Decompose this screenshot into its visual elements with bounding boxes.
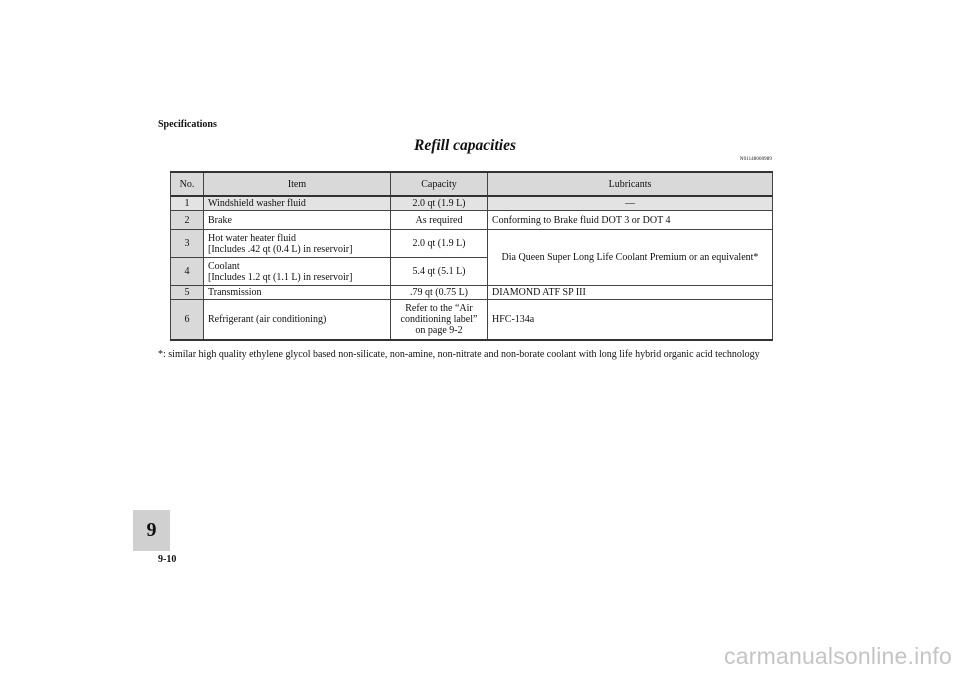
item-cell: Windshield washer fluid bbox=[204, 196, 391, 211]
capacity-cell: 2.0 qt (1.9 L) bbox=[391, 230, 488, 258]
capacity-cell: .79 qt (0.75 L) bbox=[391, 286, 488, 300]
table-row bbox=[171, 211, 773, 230]
capacity-cell: 5.4 qt (5.1 L) bbox=[391, 258, 488, 286]
item-cell bbox=[204, 230, 391, 258]
lubricant-cell: DIAMOND ATF SP III bbox=[488, 286, 773, 300]
footnote: *: similar high quality ethylene glycol based non-silicate, non-amine, non-nitrate and non-borate coolant with long life hybrid organic acid technology bbox=[158, 349, 760, 360]
lubricant-cell-merged: Dia Queen Super Long Life Coolant Premium or an equivalent* bbox=[488, 230, 773, 286]
watermark: carmanualsonline.info bbox=[724, 643, 952, 669]
item-cell: Brake bbox=[204, 211, 391, 230]
capacity-line: on page 9-2 bbox=[415, 324, 463, 336]
row-number: 6 bbox=[171, 300, 204, 340]
capacity-line: Refer to the “Air bbox=[405, 302, 473, 314]
capacity-cell: 2.0 qt (1.9 L) bbox=[391, 196, 488, 211]
table-header-row bbox=[171, 172, 773, 196]
capacity-cell: As required bbox=[391, 211, 488, 230]
item-line: [Includes 1.2 qt (1.1 L) in reservoir] bbox=[208, 271, 353, 283]
item-line: [Includes .42 qt (0.4 L) in reservoir] bbox=[208, 243, 353, 255]
table-row bbox=[171, 230, 773, 258]
item-cell bbox=[204, 258, 391, 286]
lubricant-cell: HFC-134a bbox=[488, 300, 773, 340]
column-header-item: Item bbox=[204, 172, 391, 196]
page-number: 9-10 bbox=[158, 554, 177, 565]
row-number: 4 bbox=[171, 258, 204, 286]
table-row bbox=[171, 196, 773, 211]
capacity-line: conditioning label” bbox=[400, 313, 478, 325]
item-cell: Transmission bbox=[204, 286, 391, 300]
row-number: 3 bbox=[171, 230, 204, 258]
row-number: 2 bbox=[171, 211, 204, 230]
capacity-cell bbox=[391, 300, 488, 340]
chapter-tab: 9 bbox=[133, 510, 170, 551]
column-header-lubricants: Lubricants bbox=[488, 172, 773, 196]
item-cell: Refrigerant (air conditioning) bbox=[204, 300, 391, 340]
row-number: 1 bbox=[171, 196, 204, 211]
item-line: Hot water heater fluid bbox=[208, 232, 297, 244]
page-title: Refill capacities bbox=[413, 137, 516, 154]
column-header-capacity: Capacity bbox=[391, 172, 488, 196]
table-row bbox=[171, 286, 773, 300]
item-line: Coolant bbox=[208, 260, 240, 272]
doc-code: N01148000989 bbox=[739, 157, 772, 162]
row-number: 5 bbox=[171, 286, 204, 300]
refill-capacities-table bbox=[170, 171, 773, 341]
lubricant-cell: — bbox=[488, 196, 773, 211]
lubricant-cell: Conforming to Brake fluid DOT 3 or DOT 4 bbox=[488, 211, 773, 230]
section-header: Specifications bbox=[158, 119, 217, 130]
column-header-no: No. bbox=[171, 172, 204, 196]
table-row bbox=[171, 300, 773, 340]
